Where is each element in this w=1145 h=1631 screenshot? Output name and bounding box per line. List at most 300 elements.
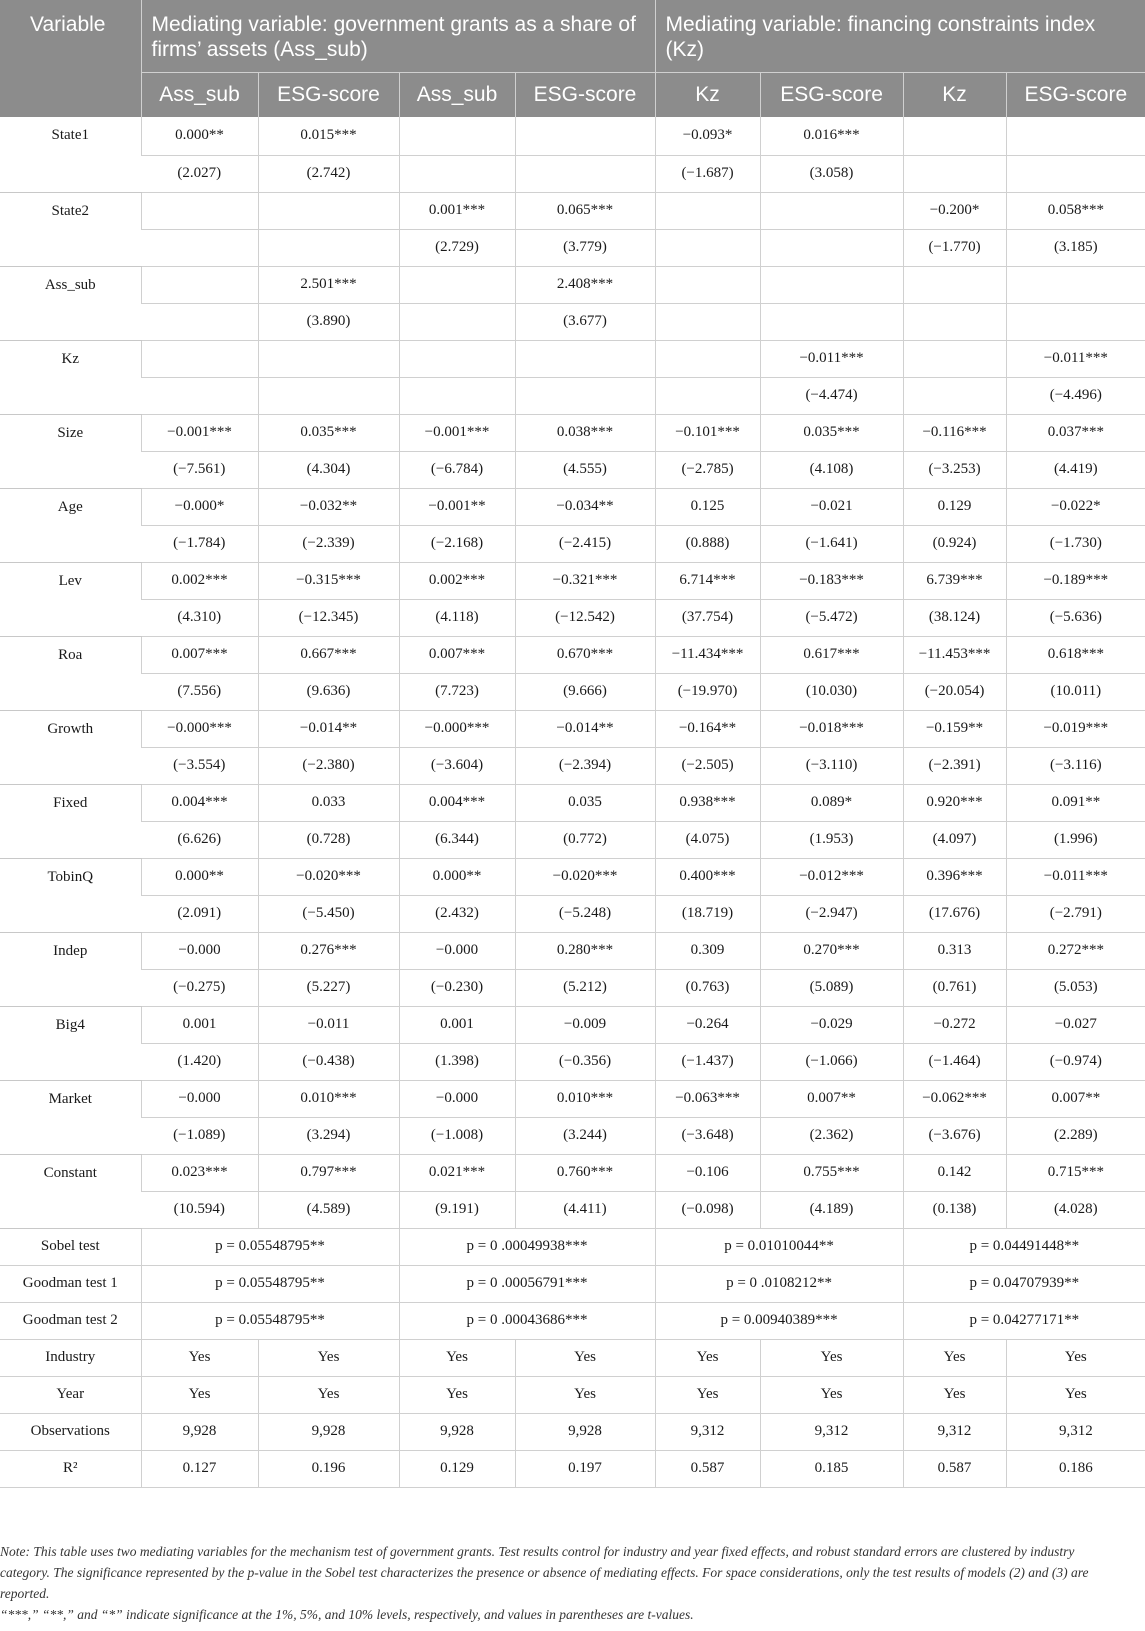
coef-cell: 0.037***	[1006, 414, 1145, 451]
table-row-tvalue	[0, 451, 1145, 488]
table-row-coef	[0, 932, 1145, 969]
t-value-cell: (−1.641)	[760, 525, 903, 562]
t-value-cell: (2.742)	[258, 155, 399, 192]
coef-cell: −0.200*	[903, 192, 1006, 229]
coef-cell: 0.670***	[515, 636, 655, 673]
column-header: ESG-score	[258, 72, 399, 117]
row-label: Growth	[0, 710, 141, 784]
row-label: Roa	[0, 636, 141, 710]
coef-cell: 0.755***	[760, 1154, 903, 1191]
coef-cell	[141, 192, 258, 229]
footer-cell: Yes	[258, 1376, 399, 1413]
coef-cell: 0.280***	[515, 932, 655, 969]
coef-cell: 0.938***	[655, 784, 760, 821]
footer-cell: 0.587	[655, 1450, 760, 1487]
coef-cell: 0.035***	[760, 414, 903, 451]
coef-cell: −0.106	[655, 1154, 760, 1191]
column-header: ESG-score	[760, 72, 903, 117]
test-pvalue-cell: p = 0 .00056791***	[399, 1265, 655, 1302]
table-row-tvalue	[0, 673, 1145, 710]
table-row-coef	[0, 1006, 1145, 1043]
table-row-tvalue	[0, 1191, 1145, 1228]
coef-cell: 0.001	[141, 1006, 258, 1043]
column-header: Kz	[655, 72, 760, 117]
row-label: Kz	[0, 340, 141, 414]
footer-cell: 9,928	[258, 1413, 399, 1450]
t-value-cell: (5.227)	[258, 969, 399, 1006]
coef-cell: −0.012***	[760, 858, 903, 895]
table-row-tvalue	[0, 747, 1145, 784]
coef-cell: 0.035	[515, 784, 655, 821]
t-value-cell: (−1.784)	[141, 525, 258, 562]
table-row-coef	[0, 117, 1145, 155]
coef-cell: −0.001***	[399, 414, 515, 451]
t-value-cell: (1.953)	[760, 821, 903, 858]
test-pvalue-cell: p = 0.04491448**	[903, 1228, 1145, 1265]
t-value-cell	[655, 303, 760, 340]
row-label: Market	[0, 1080, 141, 1154]
coef-cell: −0.021	[760, 488, 903, 525]
t-value-cell: (18.719)	[655, 895, 760, 932]
t-value-cell: (6.626)	[141, 821, 258, 858]
t-value-cell: (−4.496)	[1006, 377, 1145, 414]
t-value-cell: (3.779)	[515, 229, 655, 266]
coef-cell: −0.321***	[515, 562, 655, 599]
t-value-cell: (2.091)	[141, 895, 258, 932]
coef-cell: 0.309	[655, 932, 760, 969]
t-value-cell: (−2.415)	[515, 525, 655, 562]
t-value-cell: (4.589)	[258, 1191, 399, 1228]
coef-cell: −0.022*	[1006, 488, 1145, 525]
coef-cell: 0.125	[655, 488, 760, 525]
row-label: Year	[0, 1376, 141, 1413]
t-value-cell: (9.636)	[258, 673, 399, 710]
t-value-cell: (2.362)	[760, 1117, 903, 1154]
column-header: ESG-score	[1006, 72, 1145, 117]
coef-cell: 0.015***	[258, 117, 399, 155]
row-label: Fixed	[0, 784, 141, 858]
coef-cell	[1006, 117, 1145, 155]
coef-cell	[655, 192, 760, 229]
coef-cell: −0.027	[1006, 1006, 1145, 1043]
footer-cell: 0.185	[760, 1450, 903, 1487]
t-value-cell: (−12.542)	[515, 599, 655, 636]
t-value-cell	[760, 303, 903, 340]
coef-cell: 0.058***	[1006, 192, 1145, 229]
t-value-cell: (0.728)	[258, 821, 399, 858]
coef-cell	[258, 340, 399, 377]
footer-cell: 0.129	[399, 1450, 515, 1487]
coef-cell: 0.007***	[141, 636, 258, 673]
coef-cell: −0.062***	[903, 1080, 1006, 1117]
footer-row	[0, 1413, 1145, 1450]
footer-cell: Yes	[903, 1339, 1006, 1376]
row-label: Goodman test 2	[0, 1302, 141, 1339]
coef-cell: 0.004***	[141, 784, 258, 821]
coef-cell: −0.029	[760, 1006, 903, 1043]
table-row-tvalue	[0, 895, 1145, 932]
table-row-coef	[0, 1080, 1145, 1117]
t-value-cell: (−3.253)	[903, 451, 1006, 488]
footer-cell: Yes	[903, 1376, 1006, 1413]
footer-cell: Yes	[399, 1339, 515, 1376]
coef-cell: −0.018***	[760, 710, 903, 747]
t-value-cell: (0.763)	[655, 969, 760, 1006]
coef-cell	[760, 266, 903, 303]
table-row-coef	[0, 414, 1145, 451]
coef-cell: −0.000	[399, 1080, 515, 1117]
t-value-cell: (4.419)	[1006, 451, 1145, 488]
footer-cell: 0.186	[1006, 1450, 1145, 1487]
coef-cell: 0.021***	[399, 1154, 515, 1191]
t-value-cell: (2.729)	[399, 229, 515, 266]
row-label: State1	[0, 117, 141, 192]
table-note: Note: This table uses two mediating variables for the mechanism test of government grants. Test results control for industry and year fixed effects, and robust standard errors are clustered by industry category. The significance represented by the p-value in the Sobel test characterizes the presence or absence of mediating effects. For space considerations, only the test results of models (2) and (3) are reported.	[0, 1544, 1089, 1601]
t-value-cell: (7.556)	[141, 673, 258, 710]
table-row-coef	[0, 340, 1145, 377]
t-value-cell: (−19.970)	[655, 673, 760, 710]
row-label: Indep	[0, 932, 141, 1006]
coef-cell: −0.032**	[258, 488, 399, 525]
coef-cell: 0.142	[903, 1154, 1006, 1191]
table-header	[0, 0, 1145, 117]
coef-cell: −0.116***	[903, 414, 1006, 451]
coef-cell: −0.093*	[655, 117, 760, 155]
table-row-tvalue	[0, 155, 1145, 192]
coef-cell: 0.002***	[141, 562, 258, 599]
t-value-cell: (2.027)	[141, 155, 258, 192]
footer-cell: Yes	[258, 1339, 399, 1376]
t-value-cell: (9.191)	[399, 1191, 515, 1228]
footer-cell: Yes	[655, 1339, 760, 1376]
t-value-cell: (4.075)	[655, 821, 760, 858]
coef-cell: 0.400***	[655, 858, 760, 895]
row-label: Sobel test	[0, 1228, 141, 1265]
t-value-cell: (−3.676)	[903, 1117, 1006, 1154]
t-value-cell: (−6.784)	[399, 451, 515, 488]
table-row-tvalue	[0, 377, 1145, 414]
t-value-cell: (−3.554)	[141, 747, 258, 784]
coef-cell: 0.007**	[760, 1080, 903, 1117]
footer-row	[0, 1376, 1145, 1413]
coef-cell: −0.315***	[258, 562, 399, 599]
test-pvalue-cell: p = 0.05548795**	[141, 1265, 399, 1302]
t-value-cell: (−2.394)	[515, 747, 655, 784]
t-value-cell: (0.761)	[903, 969, 1006, 1006]
footer-cell: Yes	[1006, 1339, 1145, 1376]
column-header: Kz	[903, 72, 1006, 117]
coef-cell: 0.023***	[141, 1154, 258, 1191]
coef-cell: −0.009	[515, 1006, 655, 1043]
table-row-coef	[0, 192, 1145, 229]
coef-cell: 0.313	[903, 932, 1006, 969]
coef-cell: 0.000**	[141, 117, 258, 155]
t-value-cell: (−1.437)	[655, 1043, 760, 1080]
t-value-cell: (−1.008)	[399, 1117, 515, 1154]
t-value-cell: (10.011)	[1006, 673, 1145, 710]
coef-cell: 6.714***	[655, 562, 760, 599]
coef-cell	[141, 340, 258, 377]
coef-cell: 0.010***	[515, 1080, 655, 1117]
coef-cell: −0.000***	[399, 710, 515, 747]
t-value-cell: (−3.116)	[1006, 747, 1145, 784]
coef-cell	[655, 340, 760, 377]
coef-cell: −0.000*	[141, 488, 258, 525]
t-value-cell: (1.996)	[1006, 821, 1145, 858]
t-value-cell	[903, 303, 1006, 340]
coef-cell: −0.019***	[1006, 710, 1145, 747]
t-value-cell: (−3.110)	[760, 747, 903, 784]
t-value-cell	[1006, 155, 1145, 192]
coef-cell: −0.014**	[258, 710, 399, 747]
coef-cell	[903, 340, 1006, 377]
coef-cell: −0.000	[141, 1080, 258, 1117]
t-value-cell	[399, 303, 515, 340]
t-value-cell: (−2.505)	[655, 747, 760, 784]
table-row-coef	[0, 1154, 1145, 1191]
table-row-coef	[0, 266, 1145, 303]
coef-cell: 0.667***	[258, 636, 399, 673]
t-value-cell: (10.594)	[141, 1191, 258, 1228]
row-label: R²	[0, 1450, 141, 1487]
t-value-cell: (4.108)	[760, 451, 903, 488]
footer-cell: 9,928	[399, 1413, 515, 1450]
footer-cell: 0.197	[515, 1450, 655, 1487]
t-value-cell: (−5.472)	[760, 599, 903, 636]
t-value-cell: (−1.464)	[903, 1043, 1006, 1080]
test-pvalue-cell: p = 0.04277171**	[903, 1302, 1145, 1339]
t-value-cell: (1.420)	[141, 1043, 258, 1080]
t-value-cell	[141, 377, 258, 414]
coef-cell: 0.091**	[1006, 784, 1145, 821]
footer-cell: Yes	[1006, 1376, 1145, 1413]
test-pvalue-cell: p = 0 .00043686***	[399, 1302, 655, 1339]
t-value-cell	[1006, 303, 1145, 340]
t-value-cell: (−1.066)	[760, 1043, 903, 1080]
test-row	[0, 1265, 1145, 1302]
coef-cell	[903, 266, 1006, 303]
t-value-cell: (0.772)	[515, 821, 655, 858]
t-value-cell: (−7.561)	[141, 451, 258, 488]
t-value-cell: (−3.648)	[655, 1117, 760, 1154]
coef-cell: 0.007***	[399, 636, 515, 673]
t-value-cell	[515, 155, 655, 192]
coef-cell	[399, 266, 515, 303]
coef-cell: 0.033	[258, 784, 399, 821]
coef-cell: 6.739***	[903, 562, 1006, 599]
column-header: Ass_sub	[399, 72, 515, 117]
coef-cell: −0.001***	[141, 414, 258, 451]
t-value-cell: (3.294)	[258, 1117, 399, 1154]
footer-cell: Yes	[760, 1376, 903, 1413]
footer-cell: Yes	[655, 1376, 760, 1413]
t-value-cell: (4.028)	[1006, 1191, 1145, 1228]
t-value-cell: (−0.438)	[258, 1043, 399, 1080]
t-value-cell: (−2.380)	[258, 747, 399, 784]
coef-cell	[515, 117, 655, 155]
coef-cell: −0.159**	[903, 710, 1006, 747]
footer-cell: 9,928	[515, 1413, 655, 1450]
coef-cell: −0.189***	[1006, 562, 1145, 599]
t-value-cell: (5.053)	[1006, 969, 1145, 1006]
coef-cell: 0.276***	[258, 932, 399, 969]
table-row-tvalue	[0, 821, 1145, 858]
t-value-cell: (4.310)	[141, 599, 258, 636]
t-value-cell: (−2.791)	[1006, 895, 1145, 932]
table-body	[0, 117, 1145, 1487]
test-pvalue-cell: p = 0.01010044**	[655, 1228, 903, 1265]
coef-cell	[515, 340, 655, 377]
coef-cell: 0.270***	[760, 932, 903, 969]
t-value-cell	[258, 229, 399, 266]
coef-cell: 0.010***	[258, 1080, 399, 1117]
t-value-cell: (9.666)	[515, 673, 655, 710]
coef-cell	[655, 266, 760, 303]
row-label: Lev	[0, 562, 141, 636]
table-row-coef	[0, 784, 1145, 821]
t-value-cell: (2.432)	[399, 895, 515, 932]
footer-cell: Yes	[399, 1376, 515, 1413]
t-value-cell: (0.924)	[903, 525, 1006, 562]
footer-cell: 9,928	[141, 1413, 258, 1450]
t-value-cell: (−0.275)	[141, 969, 258, 1006]
table-row-coef	[0, 636, 1145, 673]
t-value-cell: (3.677)	[515, 303, 655, 340]
t-value-cell: (3.244)	[515, 1117, 655, 1154]
table-row-coef	[0, 488, 1145, 525]
coef-cell: −0.034**	[515, 488, 655, 525]
coef-cell: −0.011***	[1006, 340, 1145, 377]
t-value-cell: (2.289)	[1006, 1117, 1145, 1154]
t-value-cell	[399, 155, 515, 192]
coef-cell: −0.001**	[399, 488, 515, 525]
coef-cell: 0.129	[903, 488, 1006, 525]
group2-header: Mediating variable: financing constraints index (Kz)	[655, 0, 1145, 72]
row-label: Observations	[0, 1413, 141, 1450]
table-row-tvalue	[0, 599, 1145, 636]
coef-cell: −0.101***	[655, 414, 760, 451]
t-value-cell	[903, 155, 1006, 192]
t-value-cell	[515, 377, 655, 414]
t-value-cell: (7.723)	[399, 673, 515, 710]
t-value-cell: (−2.339)	[258, 525, 399, 562]
t-value-cell: (4.555)	[515, 451, 655, 488]
t-value-cell: (−20.054)	[903, 673, 1006, 710]
t-value-cell: (1.398)	[399, 1043, 515, 1080]
coef-cell	[1006, 266, 1145, 303]
coef-cell: −0.264	[655, 1006, 760, 1043]
footer-cell: Yes	[515, 1376, 655, 1413]
t-value-cell: (5.212)	[515, 969, 655, 1006]
test-pvalue-cell: p = 0.04707939**	[903, 1265, 1145, 1302]
coef-cell: 0.000**	[399, 858, 515, 895]
t-value-cell	[760, 229, 903, 266]
footer-cell: 9,312	[655, 1413, 760, 1450]
t-value-cell: (5.089)	[760, 969, 903, 1006]
t-value-cell: (37.754)	[655, 599, 760, 636]
row-label: Ass_sub	[0, 266, 141, 340]
coef-cell: −0.164**	[655, 710, 760, 747]
coef-cell: −0.000***	[141, 710, 258, 747]
t-value-cell: (−0.356)	[515, 1043, 655, 1080]
footer-cell: 9,312	[760, 1413, 903, 1450]
footer-cell: Yes	[141, 1339, 258, 1376]
coef-cell: −0.014**	[515, 710, 655, 747]
coef-cell: 0.089*	[760, 784, 903, 821]
table-row-tvalue	[0, 229, 1145, 266]
row-label: Goodman test 1	[0, 1265, 141, 1302]
t-value-cell	[655, 377, 760, 414]
t-value-cell: (38.124)	[903, 599, 1006, 636]
row-label: Big4	[0, 1006, 141, 1080]
t-value-cell: (4.097)	[903, 821, 1006, 858]
test-row	[0, 1228, 1145, 1265]
t-value-cell: (−2.785)	[655, 451, 760, 488]
t-value-cell: (−12.345)	[258, 599, 399, 636]
row-label: Constant	[0, 1154, 141, 1228]
coef-cell: −0.011	[258, 1006, 399, 1043]
table-row-coef	[0, 562, 1145, 599]
t-value-cell: (−1.089)	[141, 1117, 258, 1154]
table-row-tvalue	[0, 303, 1145, 340]
row-label: Size	[0, 414, 141, 488]
t-value-cell	[141, 303, 258, 340]
test-pvalue-cell: p = 0 .0108212**	[655, 1265, 903, 1302]
coef-cell	[903, 117, 1006, 155]
test-pvalue-cell: p = 0 .00049938***	[399, 1228, 655, 1265]
coef-cell: 0.920***	[903, 784, 1006, 821]
table-row-coef	[0, 710, 1145, 747]
t-value-cell: (4.189)	[760, 1191, 903, 1228]
variable-header: Variable	[0, 0, 141, 72]
table-row-tvalue	[0, 969, 1145, 1006]
table-row-tvalue	[0, 525, 1145, 562]
coef-cell: 0.618***	[1006, 636, 1145, 673]
coef-cell: −0.011***	[760, 340, 903, 377]
t-value-cell: (−1.770)	[903, 229, 1006, 266]
footer-cell: 9,312	[903, 1413, 1006, 1450]
row-label: Industry	[0, 1339, 141, 1376]
footer-cell: 0.127	[141, 1450, 258, 1487]
footer-cell: Yes	[760, 1339, 903, 1376]
row-label: State2	[0, 192, 141, 266]
t-value-cell: (−1.730)	[1006, 525, 1145, 562]
coef-cell: 0.016***	[760, 117, 903, 155]
footer-cell: 0.587	[903, 1450, 1006, 1487]
coef-cell: 0.001	[399, 1006, 515, 1043]
coef-cell: 0.760***	[515, 1154, 655, 1191]
table-row-tvalue	[0, 1043, 1145, 1080]
t-value-cell: (0.888)	[655, 525, 760, 562]
coef-cell: 0.002***	[399, 562, 515, 599]
t-value-cell: (3.185)	[1006, 229, 1145, 266]
coef-cell: −0.183***	[760, 562, 903, 599]
test-row	[0, 1302, 1145, 1339]
test-pvalue-cell: p = 0.05548795**	[141, 1228, 399, 1265]
table-row-coef	[0, 858, 1145, 895]
t-value-cell	[399, 377, 515, 414]
significance-note: “***,” “**,” and “*” indicate significance at the 1%, 5%, and 10% levels, respectively, and values in parentheses are t-values.	[0, 1607, 694, 1622]
row-label: TobinQ	[0, 858, 141, 932]
coef-cell: −0.272	[903, 1006, 1006, 1043]
coef-cell	[258, 192, 399, 229]
coef-cell: −0.000	[399, 932, 515, 969]
t-value-cell: (4.118)	[399, 599, 515, 636]
coef-cell: −0.020***	[515, 858, 655, 895]
coef-cell: −11.434***	[655, 636, 760, 673]
column-header: ESG-score	[515, 72, 655, 117]
t-value-cell: (17.676)	[903, 895, 1006, 932]
